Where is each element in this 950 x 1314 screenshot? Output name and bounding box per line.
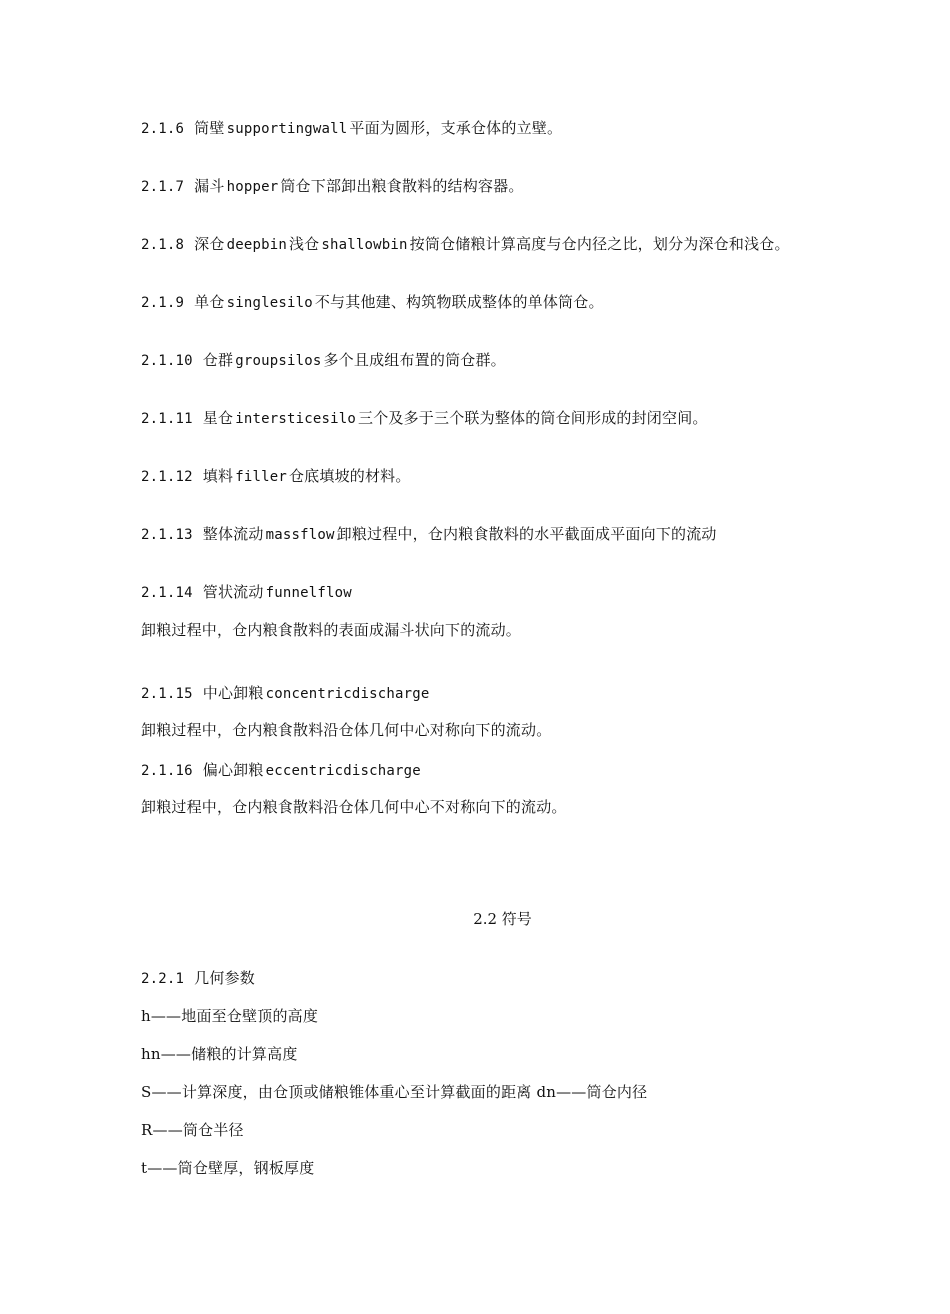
term-number: 2.1.10	[141, 353, 193, 369]
term-english: filler	[235, 469, 287, 485]
term-name: 填料	[202, 467, 234, 485]
subsection-title: 几何参数	[194, 969, 255, 987]
term-number: 2.1.14	[141, 585, 193, 601]
term-english: eccentricdischarge	[265, 763, 421, 779]
term-name: 中心卸粮	[202, 684, 264, 702]
term-number: 2.1.16	[141, 763, 193, 779]
term-2-1-6	[141, 118, 562, 139]
term-english: massflow	[265, 527, 335, 543]
term-2-1-16-definition: 卸粮过程中，仓内粮食散料沿仓体几何中心不对称向下的流动。	[141, 798, 567, 816]
term-2-1-14	[141, 582, 354, 603]
term-number: 2.1.8	[141, 237, 185, 253]
term-definition: 筒仓下部卸出粮食散料的结构容器。	[280, 177, 524, 195]
term-number: 2.1.7	[141, 179, 185, 195]
term-english: concentricdischarge	[265, 686, 430, 702]
term-english: deepbin	[226, 237, 287, 253]
term-name: 星仓	[202, 409, 234, 427]
term-english: supportingwall	[226, 121, 348, 137]
term-name: 单仓	[194, 293, 225, 311]
term-english: funnelflow	[265, 585, 352, 601]
term-2-1-12	[141, 466, 411, 487]
term-2-1-9	[141, 292, 604, 313]
term-english: singlesilo	[226, 295, 313, 311]
term-definition: 多个且成组布置的筒仓群。	[323, 351, 506, 369]
symbol-s-dn: S——计算深度，由仓顶或储粮锥体重心至计算截面的距离 dn——筒仓内径	[141, 1083, 648, 1101]
term-2-1-8	[141, 234, 790, 255]
subsection-heading	[141, 968, 255, 989]
term-2-1-14-definition: 卸粮过程中，仓内粮食散料的表面成漏斗状向下的流动。	[141, 621, 522, 639]
section-title: 2.2 符号	[473, 910, 532, 928]
term-number: 2.1.12	[141, 469, 193, 485]
term-english: groupsilos	[235, 353, 322, 369]
term-english: intersticesilo	[235, 411, 356, 427]
term-number: 2.1.6	[141, 121, 185, 137]
term-2-1-10	[141, 350, 506, 371]
symbol-h: h——地面至仓壁顶的高度	[141, 1007, 319, 1025]
term-2-1-15	[141, 683, 432, 704]
term-2-1-16	[141, 760, 423, 781]
symbol-t: t——筒仓壁厚，钢板厚度	[141, 1159, 315, 1177]
term-2-1-11	[141, 408, 708, 429]
term-english-2: shallowbin	[321, 237, 408, 253]
term-definition: 三个及多于三个联为整体的筒仓间形成的封闭空间。	[358, 409, 708, 427]
symbol-r: R——筒仓半径	[141, 1121, 244, 1139]
term-number: 2.1.13	[141, 527, 193, 543]
term-name: 仓群	[202, 351, 234, 369]
term-definition: 不与其他建、构筑物联成整体的单体筒仓。	[314, 293, 604, 311]
term-name: 漏斗	[194, 177, 225, 195]
term-name: 整体流动	[202, 525, 264, 543]
term-definition: 仓底填坡的材料。	[288, 467, 411, 485]
term-2-1-7	[141, 176, 524, 197]
term-name: 筒壁	[194, 119, 225, 137]
term-definition: 按筒仓储粮计算高度与仓内径之比，划分为深仓和浅仓。	[409, 235, 790, 253]
subsection-number: 2.2.1	[141, 971, 185, 987]
symbol-hn: hn——储粮的计算高度	[141, 1045, 298, 1063]
term-definition: 平面为圆形，支承仓体的立壁。	[349, 119, 563, 137]
term-2-1-13	[141, 524, 717, 545]
term-number: 2.1.11	[141, 411, 193, 427]
term-2-1-15-definition: 卸粮过程中，仓内粮食散料沿仓体几何中心对称向下的流动。	[141, 721, 552, 739]
term-name: 深仓	[194, 235, 225, 253]
term-name-2: 浅仓	[288, 235, 320, 253]
term-name: 偏心卸粮	[202, 761, 264, 779]
term-number: 2.1.9	[141, 295, 185, 311]
term-definition: 卸粮过程中，仓内粮食散料的水平截面成平面向下的流动	[336, 525, 717, 543]
term-number: 2.1.15	[141, 686, 193, 702]
term-english: hopper	[226, 179, 279, 195]
term-name: 管状流动	[202, 583, 264, 601]
